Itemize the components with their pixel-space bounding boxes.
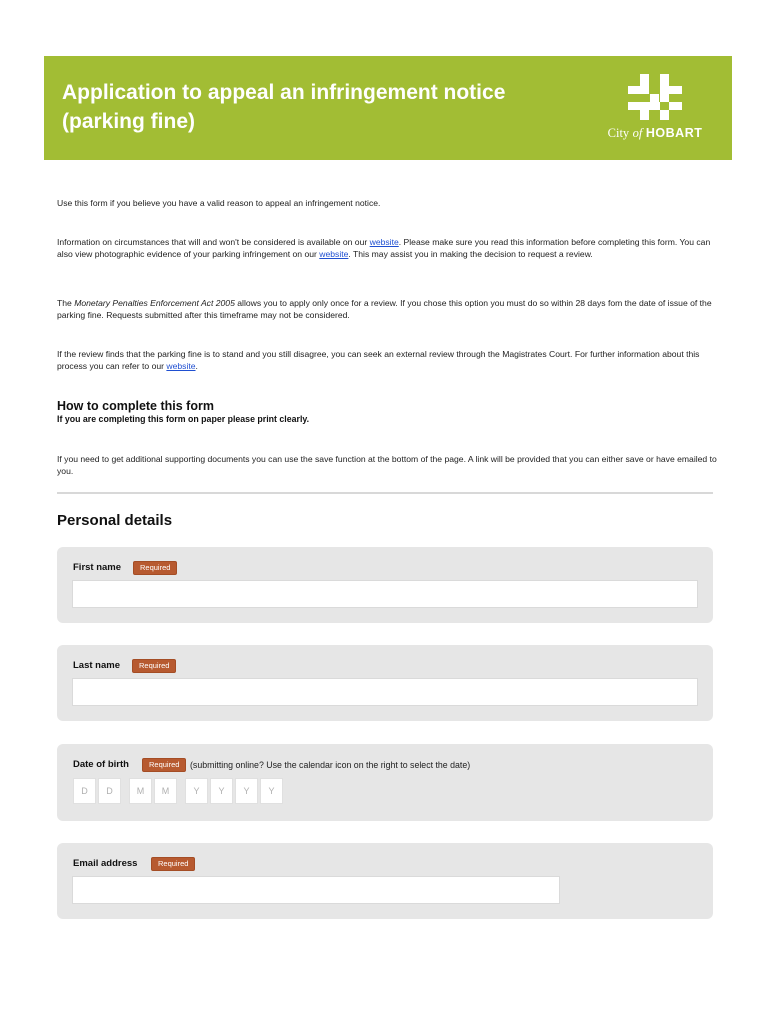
intro-paragraph-2-text-a: Information on circumstances that will and won't be considered is available on our (57, 237, 370, 247)
intro-paragraph-4 (57, 348, 717, 372)
intro-paragraph-3-text-b: allows you to apply only once for a review. If you chose this option you must do so within 28 days fom the date of issue of the parking fine. Requests submitted after this timeframe may not be considered. (57, 298, 712, 320)
dob-year-3-input[interactable]: Y (235, 778, 258, 804)
dob-year-2-input[interactable]: Y (210, 778, 233, 804)
city-of-hobart-logo (600, 72, 710, 144)
email-required-badge: Required (151, 857, 195, 871)
last-name-label: Last name (73, 660, 120, 671)
first-name-input[interactable] (72, 580, 698, 608)
last-name-card (57, 645, 713, 721)
dob-day-2-input[interactable]: D (98, 778, 121, 804)
email-input[interactable] (72, 876, 560, 904)
email-card (57, 843, 713, 919)
dob-year-4-input[interactable]: Y (260, 778, 283, 804)
page-title-line-1: Application to appeal an infringement notice (62, 81, 506, 104)
intro-paragraph-2-text-c: . This may assist you in making the decision to request a review. (348, 249, 593, 259)
hobart-hash-logo-icon (600, 72, 710, 124)
email-label: Email address (73, 858, 138, 869)
intro-paragraph-3 (57, 297, 717, 321)
how-to-subheading: If you are completing this form on paper please print clearly. (57, 414, 310, 424)
how-to-paragraph: If you need to get additional supporting documents you can use the save function at the bottom of the page. A link will be provided that you can either save or have emailed to you. (57, 454, 717, 476)
logo-wordmark (600, 126, 710, 141)
personal-details-title: Personal details (57, 512, 173, 529)
website-link-2[interactable]: website (319, 249, 349, 259)
logo-city: City (607, 126, 630, 140)
first-name-label: First name (73, 562, 122, 573)
page-title (62, 78, 582, 136)
dob-day-1-input[interactable]: D (73, 778, 96, 804)
intro-paragraph-2-text-b: . Please make sure you read this information before completing this form. You can also view photographic evidence of your parking infringement on our (57, 237, 711, 259)
logo-of: of (632, 126, 643, 140)
intro-paragraph-1: Use this form if you believe you have a valid reason to appeal an infringement notice. (57, 198, 381, 208)
last-name-input[interactable] (72, 678, 698, 706)
intro-paragraph-2 (57, 236, 717, 260)
dob-year-1-input[interactable]: Y (185, 778, 208, 804)
last-name-required-badge: Required (132, 659, 176, 673)
intro-paragraph-4-text-a: If the review finds that the parking fine is to stand and you still disagree, you can seek an external review through the Magistrates Court. For further information about this process you can refer to our (57, 349, 700, 371)
act-name: Monetary Penalties Enforcement Act 2005 (74, 298, 235, 308)
logo-hobart: HOBART (645, 126, 703, 140)
intro-paragraph-4-text-b: . (195, 361, 198, 371)
dob-month-2-input[interactable]: M (154, 778, 177, 804)
website-link-3[interactable]: website (166, 361, 196, 371)
how-to-heading: How to complete this form (57, 399, 214, 413)
section-divider (57, 492, 713, 494)
date-of-birth-hint: (submitting online? Use the calendar icon on the right to select the date) (190, 760, 471, 770)
intro-paragraph-3-text-a: The (57, 298, 75, 308)
first-name-card (57, 547, 713, 623)
header-banner (44, 56, 732, 160)
website-link-1[interactable]: website (369, 237, 399, 247)
first-name-required-badge: Required (133, 561, 177, 575)
date-of-birth-required-badge: Required (142, 758, 186, 772)
date-of-birth-label: Date of birth (73, 759, 129, 770)
page-title-line-2: (parking fine) (62, 110, 196, 133)
dob-month-1-input[interactable]: M (129, 778, 152, 804)
date-of-birth-card (57, 744, 713, 821)
